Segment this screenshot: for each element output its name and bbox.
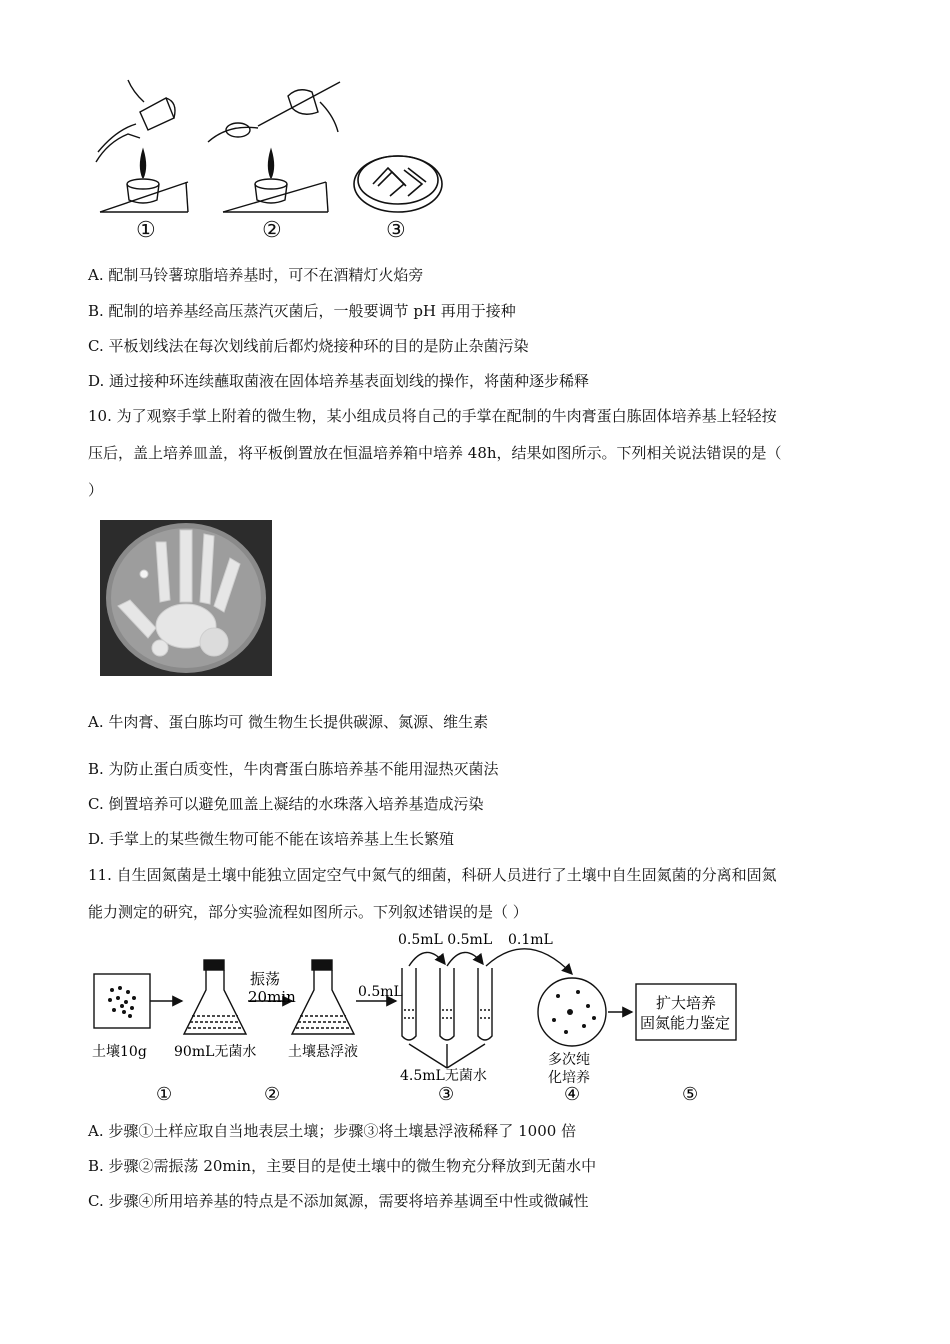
step-4: ④ [564, 1084, 581, 1105]
q11-option-a: A. 步骤①土样应取自当地表层土壤；步骤③将土壤悬浮液稀释了 1000 倍 [88, 1122, 577, 1140]
step-5: ⑤ [682, 1084, 699, 1105]
q10-option-b: B. 为防止蛋白质变性，牛肉膏蛋白胨培养基不能用湿热灭菌法 [88, 760, 499, 778]
flask-soil-suspension [292, 960, 354, 1034]
hand-culture-photo [100, 520, 272, 676]
nitrogen-fixer-flow-diagram [88, 930, 748, 1110]
flask-sterile-water [184, 960, 246, 1034]
q11-option-c: C. 步骤④所用培养基的特点是不添加氮源，需要将培养基调至中性或微碱性 [88, 1192, 589, 1210]
soil-particles [108, 986, 136, 1018]
plate-colonies [552, 990, 596, 1034]
label-soil: 土壤10g [92, 1044, 147, 1060]
label-volume-01: 0.1mL [508, 932, 553, 948]
q10-stem-line-2: 压后，盖上培养皿盖，将平板倒置放在恒温培养箱中培养 48h，结果如图所示。下列相关说法错误的是（ [88, 444, 782, 462]
operation-label-1: ① [136, 218, 156, 243]
label-water-45: 4.5mL无菌水 [400, 1068, 487, 1084]
q10-option-c: C. 倒置培养可以避免皿盖上凝结的水珠落入培养基造成污染 [88, 795, 484, 813]
q11-option-b: B. 步骤②需振荡 20min，主要目的是使土壤中的微生物充分释放到无菌水中 [88, 1157, 597, 1175]
q9-option-d: D. 通过接种环连续蘸取菌液在固体培养基表面划线的操作，将菌种逐步稀释 [88, 372, 590, 390]
operation-label-3: ③ [386, 218, 406, 243]
label-nitrogen-test: 固氮能力鉴定 [640, 1014, 731, 1032]
operation-label-2: ② [262, 218, 282, 243]
q10-option-d: D. 手掌上的某些微生物可能不能在该培养基上生长繁殖 [88, 830, 455, 848]
q10-stem-line-1: 10. 为了观察手掌上附着的微生物，某小组成员将自己的手掌在配制的牛肉膏蛋白胨固体培养基上轻轻按 [88, 407, 777, 425]
q11-stem-line-2: 能力测定的研究，部分实验流程如图所示。下列叙述错误的是（ ） [88, 903, 528, 921]
label-purify-2: 化培养 [548, 1070, 590, 1086]
label-purify-1: 多次纯 [548, 1052, 590, 1068]
q9-option-b: B. 配制的培养基经高压蒸汽灭菌后，一般要调节 pH 再用于接种 [88, 302, 516, 320]
label-volume-05: 0.5mL [358, 984, 403, 1000]
label-shake-time: 20min [248, 988, 296, 1006]
operation-3-petri-dish [354, 156, 442, 212]
operation-2-drawing [208, 82, 340, 212]
q10-stem-line-3: ） [88, 481, 104, 499]
step-1: ① [156, 1084, 173, 1105]
step-3: ③ [438, 1084, 455, 1105]
q10-option-a: A. 牛肉膏、蛋白胨均可 微生物生长提供碳源、氮源、维生素 [88, 713, 489, 731]
soil-sample-box [94, 974, 150, 1028]
step-2: ② [264, 1084, 281, 1105]
label-water-90: 90mL无菌水 [174, 1044, 257, 1060]
label-shake: 振荡 [250, 970, 281, 988]
label-volume-05-05: 0.5mL 0.5mL [398, 932, 493, 948]
operation-1-drawing [96, 80, 188, 212]
q9-option-a: A. 配制马铃薯琼脂培养基时，可不在酒精灯火焰旁 [88, 266, 424, 284]
q11-stem-line-1: 11. 自生固氮菌是土壤中能独立固定空气中氮气的细菌，科研人员进行了土壤中自生固氮菌的分离和固氮 [88, 866, 777, 884]
q9-option-c: C. 平板划线法在每次划线前后都灼烧接种环的目的是防止杂菌污染 [88, 337, 529, 355]
dilution-test-tubes [402, 949, 572, 1068]
lab-operations-figure [88, 72, 488, 252]
label-suspension: 土壤悬浮液 [288, 1044, 358, 1060]
label-expand-culture: 扩大培养 [656, 994, 717, 1012]
